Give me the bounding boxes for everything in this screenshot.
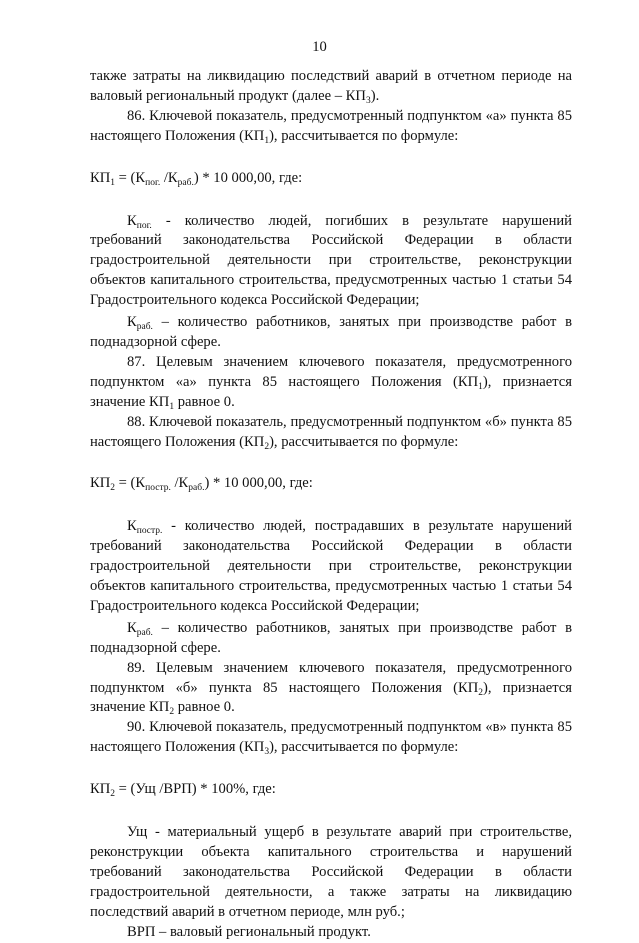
definition-k-pog: $К_{пог.}$ - количество людей, погибших в результате нарушений требований законодательства Российской Федерации в области градостроительной деятельности при строительстве, реконструкции объектов капитального строительства, предусмотренных частью 1 статьи 54 Градостроительного кодекса Российской Федерации; xyxy=(90,212,572,309)
paragraph-89: 89. Целевым значением ключевого показателя, предусмотренного подпунктом «б» пункта 85 настоящего Положения $(КП_2)$, признается значение $КП_2$ равное 0. xyxy=(90,659,572,718)
formula-kp3: $КП_2 = (Ущ$ /ВРП) * 100%, где: xyxy=(90,781,276,800)
definition-k-rab: $К_{раб.}$ – количество работников, занятых при производстве работ в поднадзорной сфере. xyxy=(90,314,572,350)
paragraph-86: 86. Ключевой показатель, предусмотренный подпунктом «а» пункта 85 настоящего Положения $(КП_1)$, рассчитывается по формуле: xyxy=(90,107,572,146)
paragraph-88: 88. Ключевой показатель, предусмотренный подпунктом «б» пункта 85 настоящего Положения $(КП_2)$, рассчитывается по формуле: xyxy=(90,413,572,452)
document-body xyxy=(90,67,572,943)
paragraph-continuation: также затраты на ликвидацию последствий аварий в отчетном периоде на валовый региональный продукт (далее – $КП_3$). xyxy=(90,68,572,106)
paragraph-90: 90. Ключевой показатель, предусмотренный подпунктом «в» пункта 85 настоящего Положения $(КП_3)$, рассчитывается по формуле: xyxy=(90,719,572,758)
formula-kp2: $КП_2 = (К_{постр.}$ $/К_{раб.}) * 10$ 000,00, где: xyxy=(90,475,313,494)
paragraph-87: 87. Целевым значением ключевого показателя, предусмотренного подпунктом «а» пункта 85 настоящего Положения $(КП_1)$, признается значение $КП_1$ равное 0. xyxy=(90,353,572,412)
definition-k-rab-2: $К_{раб.}$ – количество работников, занятых при производстве работ в поднадзорной сфере. xyxy=(90,619,572,656)
definition-vrp: ВРП – валовый региональный продукт. xyxy=(127,923,371,940)
definition-k-postr: $К_{постр.}$ - количество людей, пострадавших в результате нарушений требований законодательства Российской Федерации в области градостроительной деятельности при строительстве, реконструкции объектов капитального строительства, предусмотренных частью 1 статьи 54 Градостроительного кодекса Российской Федерации; xyxy=(90,518,572,614)
definition-ushch: Ущ - материальный ущерб в результате аварий при строительстве, реконструкции объекта капитального строительства и нарушений требований законодательства Российской Федерации в области градостроительной деятельности, а также затраты на ликвидацию последствий аварий в отчетном периоде, млн руб.; xyxy=(90,824,572,920)
formula-kp1: $КП_1 = (К_{пог.}$ $/К_{раб.}) * 10$ 000,00, где: xyxy=(90,169,303,188)
page-number: 10 xyxy=(312,39,327,55)
